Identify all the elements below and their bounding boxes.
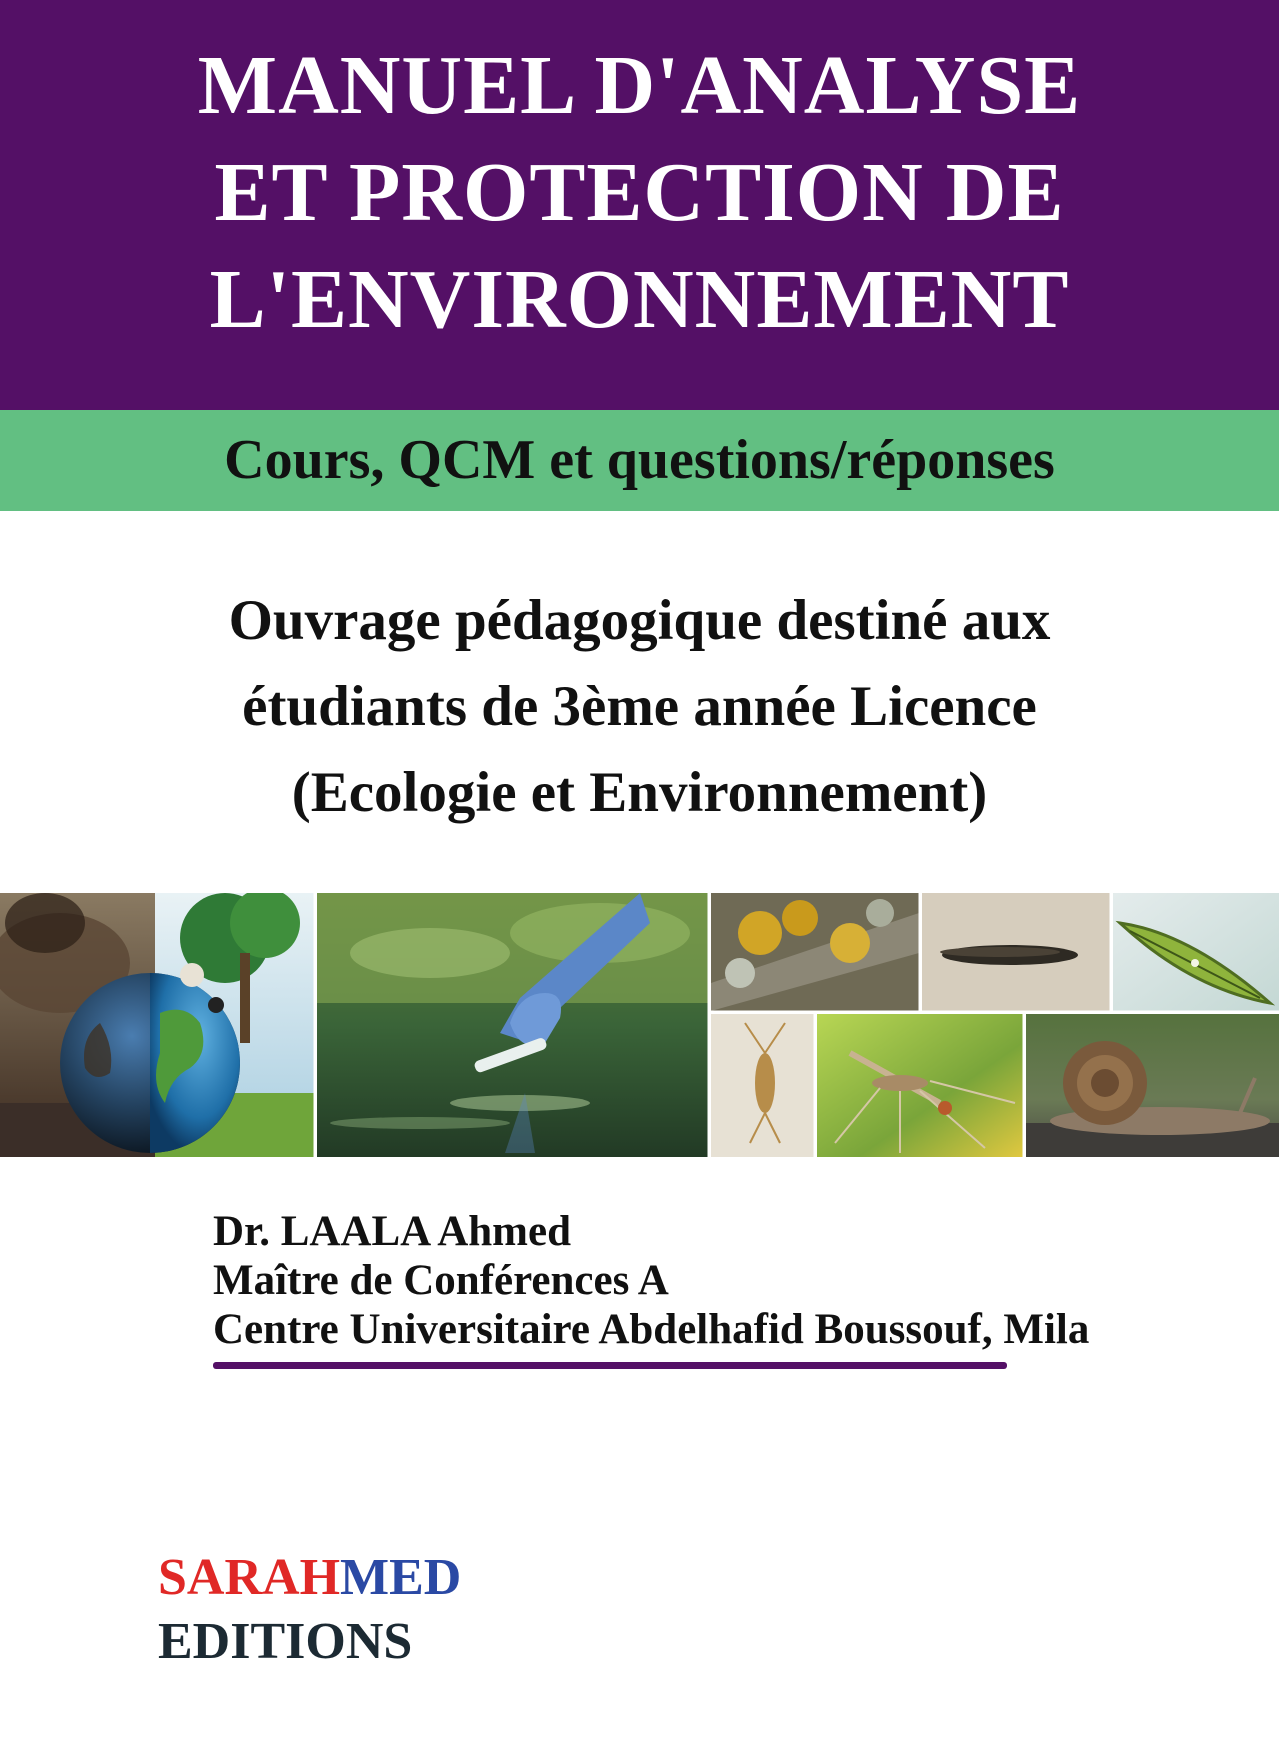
polluted-earth-photo xyxy=(0,893,315,1157)
leech-photo xyxy=(922,893,1110,1011)
publisher-name-part1: SARAH xyxy=(158,1549,341,1606)
author-position: Maître de Conférences A xyxy=(213,1257,669,1304)
diatom-photo xyxy=(1113,893,1279,1011)
title-line-1: MANUEL D'ANALYSE xyxy=(197,39,1082,132)
lichen-photo xyxy=(711,893,919,1011)
publisher-logo xyxy=(158,1548,461,1608)
water-sampling-photo xyxy=(317,893,708,1157)
publisher-editions: EDITIONS xyxy=(158,1613,413,1670)
snail-photo xyxy=(1026,1014,1279,1157)
author-divider xyxy=(213,1362,1007,1369)
publisher-name-part2: MED xyxy=(340,1549,462,1606)
subtitle: Cours, QCM et questions/réponses xyxy=(224,429,1055,491)
subtitle-band xyxy=(0,410,1279,511)
title-band xyxy=(0,0,1279,410)
description-line-3: (Ecologie et Environnement) xyxy=(291,761,988,824)
description-line-1: Ouvrage pédagogique destiné aux xyxy=(228,589,1051,652)
title-line-3: L'ENVIRONNEMENT xyxy=(209,253,1070,346)
mayfly-larva-photo xyxy=(711,1014,814,1157)
title-line-2: ET PROTECTION DE xyxy=(214,146,1065,239)
author-name: Dr. LAALA Ahmed xyxy=(213,1208,572,1255)
mosquito-photo xyxy=(817,1014,1023,1157)
photo-strip xyxy=(0,893,1279,1157)
author-institution: Centre Universitaire Abdelhafid Boussouf, Mila xyxy=(213,1306,1090,1353)
description-line-2: étudiants de 3ème année Licence xyxy=(242,675,1037,738)
